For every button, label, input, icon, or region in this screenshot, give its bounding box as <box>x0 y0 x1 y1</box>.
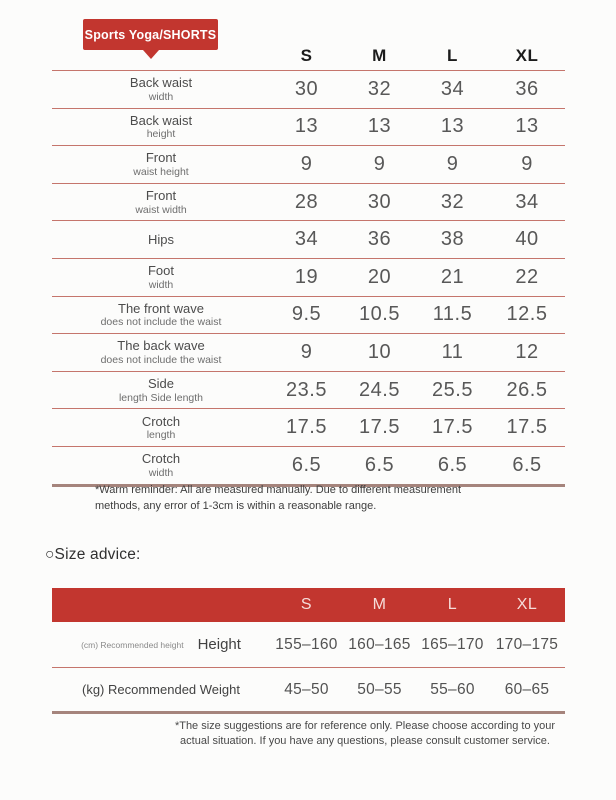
row-label-line2: width <box>148 90 174 103</box>
cell-value: 165–170 <box>421 635 484 653</box>
row-label <box>52 338 270 366</box>
table-row <box>52 220 565 258</box>
cell-value: 6.5 <box>512 453 542 476</box>
table-row <box>52 258 565 296</box>
row-label-weight: (kg) Recommended Weight <box>82 682 240 697</box>
height-unit-label: (cm) Recommended height <box>81 639 184 650</box>
cell-value: 160–165 <box>348 635 411 653</box>
row-label-line2: does not include the waist <box>100 316 222 329</box>
table-row <box>52 333 565 371</box>
column-header-m: M <box>372 45 387 65</box>
table-row <box>52 70 565 108</box>
cell-value: 11.5 <box>432 303 473 326</box>
row-label-line2: height <box>146 128 176 141</box>
row-label <box>52 263 270 291</box>
row-label-line2: length Side length <box>118 391 204 404</box>
cell-value: 19 <box>294 265 319 288</box>
column-header-xl: XL <box>515 45 539 65</box>
row-label <box>52 75 270 103</box>
cell-value: 50–55 <box>357 680 402 698</box>
cell-value: 9 <box>300 152 313 175</box>
cell-value: 12.5 <box>506 303 548 326</box>
cell-value: 11 <box>441 340 464 363</box>
cell-value: 32 <box>367 77 392 100</box>
row-label-line2: waist height <box>133 165 189 178</box>
advice-column-s: S <box>300 596 313 613</box>
column-header-l: L <box>447 45 458 65</box>
badge-label: Sports Yoga/SHORTS <box>84 27 217 42</box>
cell-value: 10 <box>367 340 392 363</box>
cell-value: 28 <box>294 190 319 213</box>
cell-value: 9 <box>521 152 533 175</box>
cell-value: 170–175 <box>495 635 559 653</box>
row-label <box>52 301 270 329</box>
row-label-line1: The front wave <box>118 300 204 316</box>
cell-value: 23.5 <box>286 378 327 401</box>
cell-value: 21 <box>440 265 465 288</box>
table-row <box>52 408 565 446</box>
row-label-line1: Front <box>145 150 177 166</box>
cell-value: 22 <box>515 265 539 288</box>
cell-value: 17.5 <box>506 416 548 439</box>
cell-value: 36 <box>367 228 392 251</box>
cell-value: 9.5 <box>291 303 322 326</box>
table-row <box>52 296 565 334</box>
cell-value: 34 <box>440 77 465 100</box>
cell-value: 30 <box>367 190 392 213</box>
row-label <box>52 232 270 248</box>
row-label <box>52 113 270 141</box>
size-advice-table <box>52 588 565 714</box>
cell-value: 60–65 <box>504 680 550 698</box>
cell-value: 26.5 <box>506 378 548 401</box>
row-label-line1: Crotch <box>141 451 181 467</box>
advice-column-l: L <box>447 596 458 613</box>
height-label: Height <box>197 636 241 653</box>
cell-value: 38 <box>440 228 465 251</box>
advice-column-m: M <box>372 596 387 613</box>
cell-value: 36 <box>515 77 539 100</box>
size-chart-header-row <box>52 35 565 70</box>
row-label <box>52 414 270 442</box>
cell-value: 13 <box>440 115 465 138</box>
advice-column-xl: XL <box>516 596 538 613</box>
row-label <box>52 451 270 479</box>
cell-value: 34 <box>515 190 539 213</box>
cell-value: 24.5 <box>359 378 400 401</box>
cell-value: 155–160 <box>275 635 338 653</box>
size-chart-table <box>52 35 565 487</box>
row-label-line1: Foot <box>147 263 174 279</box>
row-label-line2: does not include the waist <box>100 353 222 366</box>
cell-value: 17.5 <box>286 416 327 439</box>
row-label <box>52 188 270 216</box>
cell-value: 6.5 <box>291 453 322 476</box>
header-spacer <box>52 50 270 56</box>
cell-value: 55–60 <box>430 680 475 698</box>
size-advice-body <box>52 622 565 714</box>
size-advice-header-bar <box>52 588 565 622</box>
table-row <box>52 183 565 221</box>
table-row <box>52 446 565 484</box>
row-label-line2: width <box>148 466 174 479</box>
row-label-line1: Side <box>147 375 175 391</box>
row-label-line1: Back waist <box>129 112 193 128</box>
row-label <box>52 376 270 404</box>
column-header-s: S <box>300 45 313 65</box>
table-row-height <box>52 622 565 667</box>
cell-value: 9 <box>373 152 386 175</box>
cell-value: 17.5 <box>359 416 400 439</box>
cell-value: 45–50 <box>284 680 329 698</box>
row-label-height <box>52 636 270 653</box>
table-row <box>52 371 565 409</box>
cell-value: 17.5 <box>432 416 473 439</box>
row-label-line1: Hips <box>147 231 174 247</box>
row-label <box>52 150 270 178</box>
warm-reminder-note: *Warm reminder: All are measured manually. Due to different measurement methods, any error of 1-3cm is within a reasonable range. <box>95 484 462 512</box>
cell-value: 13 <box>294 115 319 138</box>
cell-value: 13 <box>367 115 392 138</box>
cell-value: 6.5 <box>437 453 468 476</box>
table-row <box>52 108 565 146</box>
cell-value: 30 <box>294 77 319 100</box>
cell-value: 32 <box>440 190 465 213</box>
cell-value: 25.5 <box>432 378 473 401</box>
row-label-line1: Front <box>145 187 177 203</box>
cell-value: 9 <box>300 340 313 363</box>
row-label-line2: length <box>146 429 176 442</box>
cell-value: 10.5 <box>359 303 400 326</box>
size-advice-heading: ○Size advice: <box>45 546 141 563</box>
cell-value: 40 <box>515 228 539 251</box>
cell-value: 9 <box>446 152 459 175</box>
cell-value: 34 <box>294 228 319 251</box>
cell-value: 20 <box>367 265 392 288</box>
table-row-weight <box>52 667 565 711</box>
cell-value: 6.5 <box>364 453 395 476</box>
row-label-line2: waist width <box>135 203 187 216</box>
row-label-line1: Crotch <box>141 413 181 429</box>
size-chart-body <box>52 70 565 487</box>
size-suggestion-note: *The size suggestions are for reference only. Please choose according to your actual situation. If you have any questions, please consult customer service. <box>174 720 556 748</box>
cell-value: 13 <box>515 115 539 138</box>
row-label-line1: Back waist <box>129 75 193 91</box>
table-row <box>52 145 565 183</box>
row-label-line2: width <box>148 278 174 291</box>
row-label-line1: The back wave <box>117 338 205 354</box>
cell-value: 12 <box>515 340 539 363</box>
